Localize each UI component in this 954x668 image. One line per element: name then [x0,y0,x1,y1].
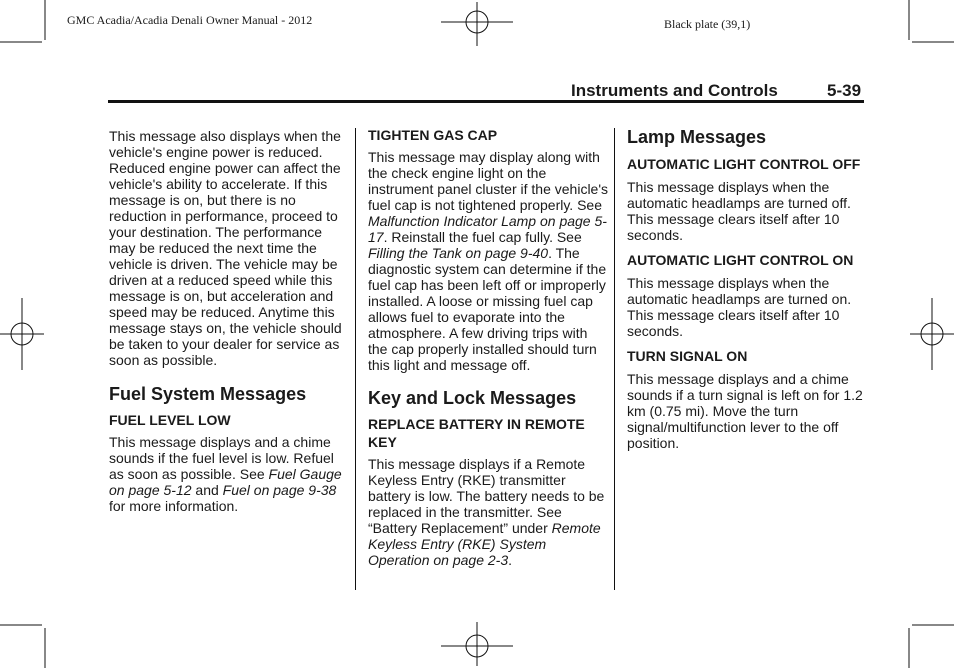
fuel-system-heading: Fuel System Messages [109,384,307,404]
replace-battery-heading: REPLACE BATTERY IN REMOTE KEY [368,416,585,450]
key-lock-heading: Key and Lock Messages [368,388,577,408]
column-left [109,124,349,514]
column-divider [614,128,615,590]
malfunction-lamp-reference: Malfunction Indicator Lamp on page 5-17 [368,213,607,245]
header-rule [108,100,864,103]
tighten-gas-cap-heading: TIGHTEN GAS CAP [368,127,498,143]
section-title: Instruments and Controls [571,81,778,100]
fuel-reference: Fuel on page 9-38 [222,482,337,498]
column-right [627,124,867,451]
column-divider [355,128,356,590]
auto-light-off-paragraph: This message displays when the automatic headlamps are turned off. This message clears itself after 10 seconds. [627,179,851,243]
lamp-messages-heading: Lamp Messages [627,127,767,147]
turn-signal-heading: TURN SIGNAL ON [627,348,748,364]
replace-battery-paragraph: This message displays if a Remote Keyless Entry (RKE) transmitter battery is low. The battery needs to be replaced in the transmitter. See “Battery Replacement” under Remote Keyless Entry (RKE) System Operation on page 2-3. [368,456,605,568]
auto-light-on-paragraph: This message displays when the automatic headlamps are turned on. This message clears itself after 10 seconds. [627,275,852,339]
auto-light-on-heading: AUTOMATIC LIGHT CONTROL ON [627,252,854,268]
turn-signal-paragraph: This message displays and a chime sounds if a turn signal is left on for 1.2 km (0.75 mi). Move the turn signal/multifunction lever to the off position. [627,371,863,451]
fuel-level-low-paragraph: This message displays and a chime sounds if the fuel level is low. Refuel as soon as possible. See Fuel Gauge on page 5-12 and Fuel on page 9-38 for more information. [109,434,342,514]
fuel-gauge-reference: Fuel Gauge on page 5-12 [109,466,342,498]
fuel-level-low-heading: FUEL LEVEL LOW [109,412,231,428]
page-number: 5-39 [827,81,862,100]
engine-power-paragraph: This message also displays when the vehicle's engine power is reduced. Reduced engine power can affect the vehicle's ability to accelerate. If this message is on, but there is no reduction in performance, proceed to your destination. The performance may be reduced the next time the vehicle is driven. The vehicle may be driven at a reduced speed while this message is on, but acceleration and speed may be reduced. Anytime this message stays on, the vehicle should be taken to your dealer for service as soon as possible. [109,128,342,368]
manual-title: GMC Acadia/Acadia Denali Owner Manual - 2012 [67,13,313,27]
plate-label: Black plate (39,1) [664,17,751,31]
auto-light-off-heading: AUTOMATIC LIGHT CONTROL OFF [627,156,861,172]
rke-reference: Remote Keyless Entry (RKE) System Operation on page 2-3 [368,520,601,568]
gas-cap-paragraph: This message may display along with the check engine light on the instrument panel cluster if the vehicle's fuel cap is not tightened properly. See Malfunction Indicator Lamp on page 5-17. Reinstall the fuel cap fully. See Filling the Tank on page 9-40. The diagnostic system can determine if the fuel cap has been left off or improperly installed. A loose or missing fuel cap allows fuel to evaporate into the atmosphere. A few driving trips with the cap properly installed should turn this light and message off. [368,149,609,373]
filling-tank-reference: Filling the Tank on page 9-40 [368,245,549,261]
column-middle [368,124,608,568]
